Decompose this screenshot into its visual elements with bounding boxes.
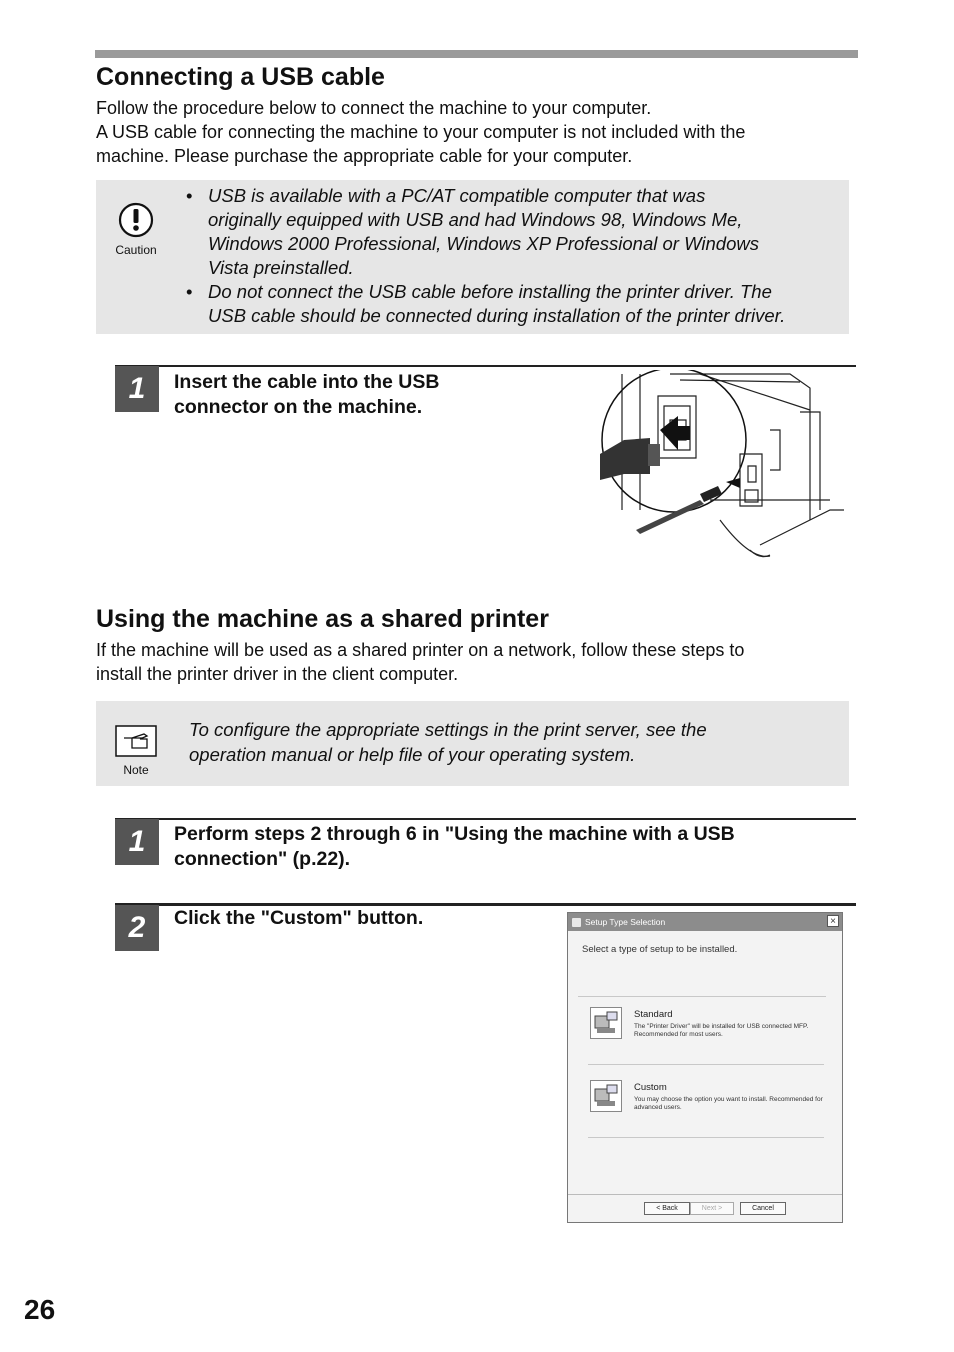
note-line: operation manual or help file of your operating system. xyxy=(189,744,636,765)
step-line: connection" (p.22). xyxy=(174,848,351,870)
divider xyxy=(578,996,826,997)
section-intro-shared xyxy=(96,638,856,686)
custom-setup-icon xyxy=(590,1080,622,1112)
standard-description xyxy=(634,1023,834,1039)
section-title-usb: Connecting a USB cable xyxy=(96,63,385,91)
custom-description xyxy=(634,1096,834,1112)
dialog-titlebar xyxy=(568,913,842,931)
cancel-button[interactable]: Cancel xyxy=(740,1202,786,1215)
step-number: 1 xyxy=(115,819,159,865)
caution-line: Do not connect the USB cable before installing the printer driver. The xyxy=(208,281,772,302)
intro-line: A USB cable for connecting the machine to your computer is not included with the xyxy=(96,122,746,142)
step-instruction: Click the "Custom" button. xyxy=(174,907,424,929)
setup-type-dialog xyxy=(567,912,843,1223)
step-divider xyxy=(115,365,856,367)
description-line: Recommended for most users. xyxy=(634,1031,723,1038)
caution-bullet xyxy=(186,184,846,280)
caution-line: Windows 2000 Professional, Windows XP Professional or Windows xyxy=(208,233,759,254)
step-instruction xyxy=(174,822,854,872)
caution-line: originally equipped with USB and had Windows 98, Windows Me, xyxy=(208,209,743,230)
step-divider xyxy=(115,818,856,820)
caution-box xyxy=(96,180,849,334)
header-rule xyxy=(95,50,858,58)
back-button[interactable]: < Back xyxy=(644,1202,690,1215)
caution-block xyxy=(113,202,159,257)
custom-option[interactable] xyxy=(588,1080,833,1116)
step-number: 1 xyxy=(115,366,159,412)
caution-text xyxy=(186,184,846,328)
intro-line: install the printer driver in the client computer. xyxy=(96,664,459,684)
divider xyxy=(588,1137,824,1138)
bullet-dot: • xyxy=(186,185,193,206)
intro-line: machine. Please purchase the appropriate cable for your computer. xyxy=(96,146,633,166)
pointing-hand-icon xyxy=(114,724,158,758)
caution-icon xyxy=(113,202,159,242)
caution-line: Vista preinstalled. xyxy=(208,257,354,278)
step-instruction xyxy=(174,370,439,420)
standard-setup-icon xyxy=(590,1007,622,1039)
standard-title: Standard xyxy=(634,1009,673,1020)
description-line: The "Printer Driver" will be installed for USB connected MFP. xyxy=(634,1023,809,1030)
dialog-prompt: Select a type of setup to be installed. xyxy=(582,944,738,955)
intro-line: Follow the procedure below to connect the machine to your computer. xyxy=(96,98,652,118)
next-button[interactable]: Next > xyxy=(690,1202,734,1215)
section-title-shared-printer: Using the machine as a shared printer xyxy=(96,605,549,633)
section-intro-usb xyxy=(96,96,856,168)
usb-connection-illustration xyxy=(600,370,850,562)
step-line: connector on the machine. xyxy=(174,396,423,418)
note-label: Note xyxy=(123,763,149,777)
intro-line: If the machine will be used as a shared printer on a network, follow these steps to xyxy=(96,640,745,660)
caution-line: USB cable should be connected during installation of the printer driver. xyxy=(208,305,786,326)
bullet-dot: • xyxy=(186,281,193,302)
standard-option[interactable] xyxy=(588,1007,833,1043)
caution-bullet xyxy=(186,280,846,328)
step-number: 2 xyxy=(115,905,159,951)
note-block xyxy=(114,724,158,777)
description-line: advanced users. xyxy=(634,1104,682,1111)
page-number: 26 xyxy=(24,1294,56,1325)
button-bar-divider xyxy=(568,1194,842,1195)
step-line: Perform steps 2 through 6 in "Using the machine with a USB xyxy=(174,823,735,845)
caution-label: Caution xyxy=(115,243,157,257)
caution-line: USB is available with a PC/AT compatible computer that was xyxy=(208,185,706,206)
note-text xyxy=(189,717,839,767)
divider xyxy=(588,1064,824,1065)
description-line: You may choose the option you want to install. Recommended for xyxy=(634,1096,823,1103)
step-line: Insert the cable into the USB xyxy=(174,371,440,393)
note-box xyxy=(96,701,849,786)
custom-title: Custom xyxy=(634,1082,667,1093)
dialog-title: Setup Type Selection xyxy=(585,917,666,927)
setup-app-icon xyxy=(572,918,581,927)
note-line: To configure the appropriate settings in the print server, see the xyxy=(189,719,707,740)
close-button[interactable]: × xyxy=(827,915,839,927)
